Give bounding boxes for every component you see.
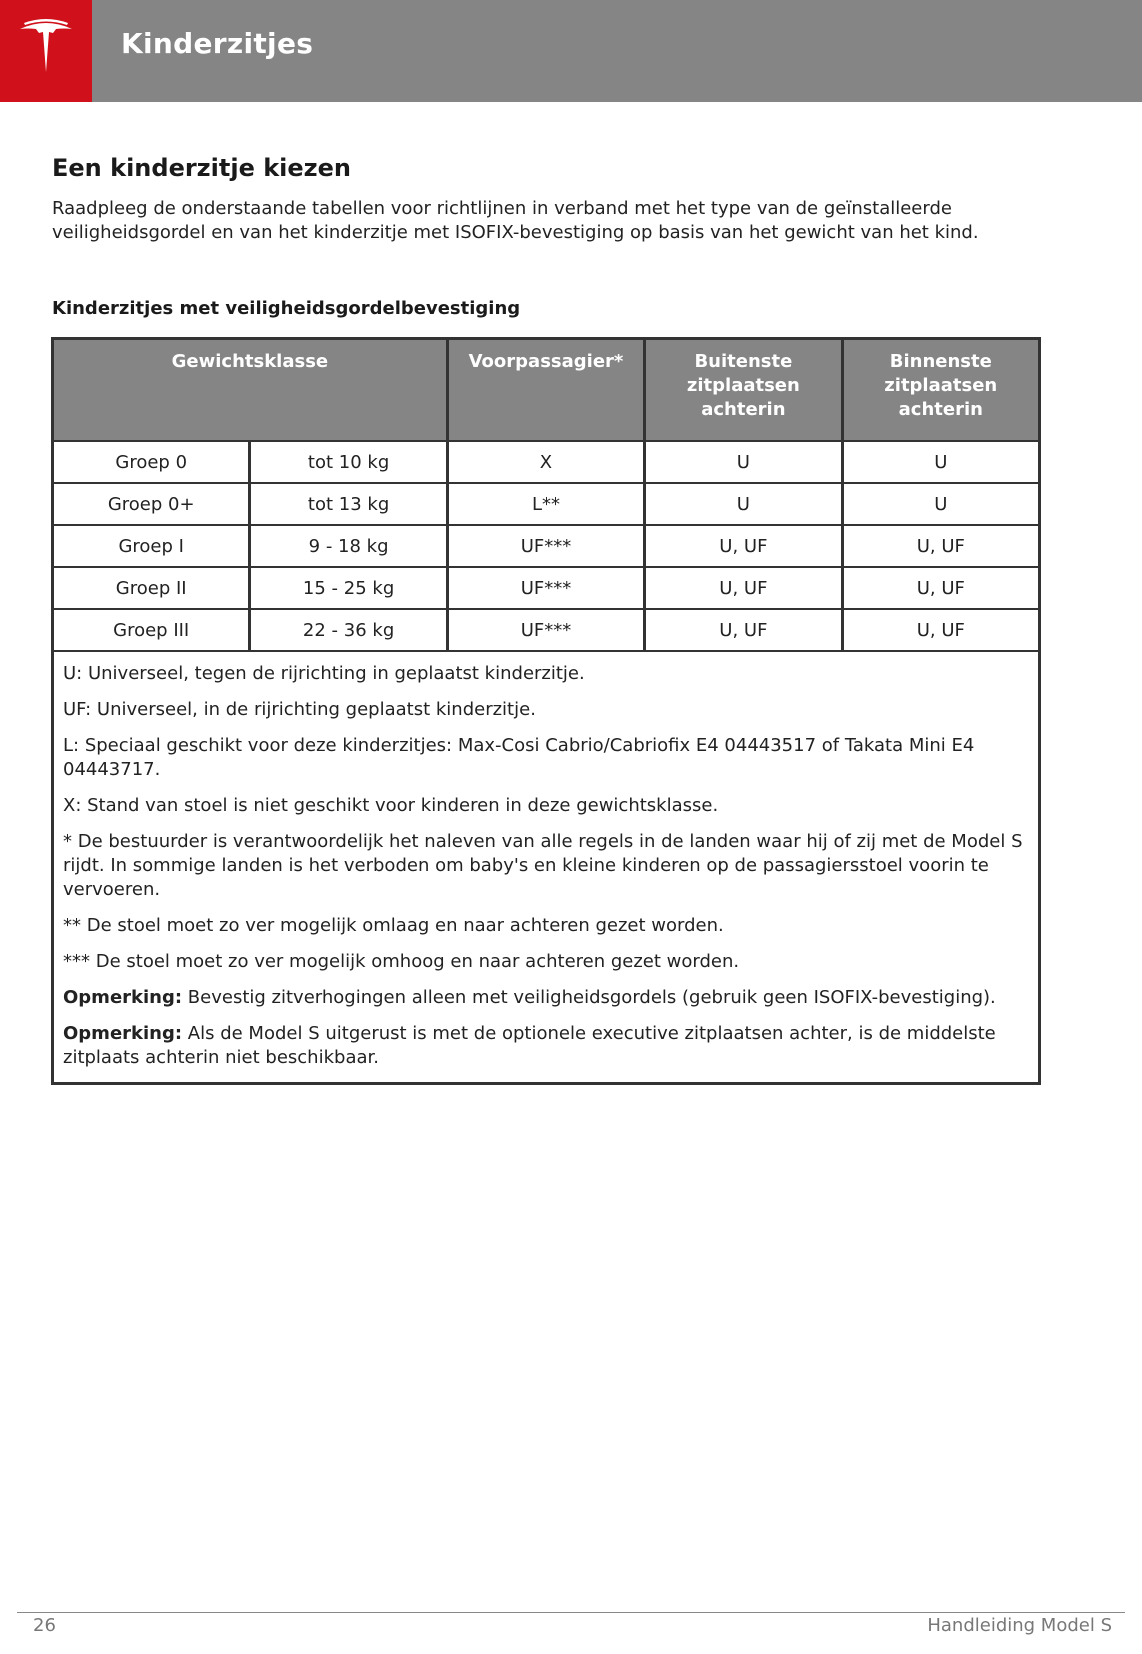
tesla-logo-icon [16, 17, 76, 77]
intro-paragraph: Raadpleeg de onderstaande tabellen voor richtlijnen in verband met het type van de geïnstalleerde veiligheidsgordel en van het kinderzitje met ISOFIX-bevestiging op basis van het gewicht van het kind. [52, 198, 979, 243]
cell-inner: U, UF [842, 567, 1039, 609]
header-front-passenger: Voorpassagier* [447, 339, 644, 442]
note-legend-x: X: Stand van stoel is niet geschikt voor kinderen in deze gewichtsklasse. [63, 795, 719, 816]
note-footnote-3: *** De stoel moet zo ver mogelijk omhoog en naar achteren gezet worden. [63, 951, 740, 972]
cell-outer: U, UF [645, 567, 842, 609]
cell-front: UF*** [447, 609, 644, 651]
cell-outer: U [645, 483, 842, 525]
remark-label: Opmerking: [63, 1023, 183, 1044]
cell-weight: tot 13 kg [250, 483, 447, 525]
cell-outer: U [645, 441, 842, 483]
cell-front: UF*** [447, 567, 644, 609]
remark-label: Opmerking: [63, 987, 183, 1008]
remark-executive-seats [63, 1022, 1029, 1070]
cell-group: Groep 0+ [53, 483, 250, 525]
notes-row [53, 651, 1040, 1084]
brand-logo [0, 0, 92, 102]
child-seat-table [51, 337, 1041, 1085]
table-row [53, 609, 1040, 651]
cell-group: Groep II [53, 567, 250, 609]
cell-group: Groep 0 [53, 441, 250, 483]
cell-inner: U [842, 483, 1039, 525]
cell-front: UF*** [447, 525, 644, 567]
table-subheading: Kinderzitjes met veiligheidsgordelbevestiging [52, 298, 521, 319]
page-header-title: Kinderzitjes [121, 27, 314, 60]
cell-weight: 15 - 25 kg [250, 567, 447, 609]
cell-weight: tot 10 kg [250, 441, 447, 483]
table-row [53, 567, 1040, 609]
remark-text: Bevestig zitverhogingen alleen met veiligheidsgordels (gebruik geen ISOFIX-bevestiging). [182, 987, 996, 1008]
header-outer-rear-seats: Buitenste zitplaatsen achterin [645, 339, 842, 442]
cell-outer: U, UF [645, 609, 842, 651]
table-header-row [53, 339, 1040, 442]
cell-inner: U, UF [842, 609, 1039, 651]
note-footnote-2: ** De stoel moet zo ver mogelijk omlaag en naar achteren gezet worden. [63, 915, 724, 936]
manual-name: Handleiding Model S [927, 1615, 1112, 1636]
note-legend-l: L: Speciaal geschikt voor deze kinderzitjes: Max-Cosi Cabrio/Cabriofix E4 04443517 of Takata Mini E4 04443717. [63, 735, 975, 780]
cell-front: L** [447, 483, 644, 525]
cell-inner: U, UF [842, 525, 1039, 567]
cell-front: X [447, 441, 644, 483]
cell-group: Groep I [53, 525, 250, 567]
section-title: Een kinderzitje kiezen [52, 154, 352, 182]
table-row [53, 441, 1040, 483]
page-number: 26 [33, 1615, 56, 1636]
note-footnote-1: * De bestuurder is verantwoordelijk het naleven van alle regels in de landen waar hij of zij met de Model S rijdt. In sommige landen is het verboden om baby's en kleine kinderen op de passagiersstoel voorin te vervoeren. [63, 831, 1023, 900]
note-legend-u: U: Universeel, tegen de rijrichting in geplaatst kinderzitje. [63, 663, 585, 684]
table-row [53, 525, 1040, 567]
note-legend-uf: UF: Universeel, in de rijrichting geplaatst kinderzitje. [63, 699, 536, 720]
cell-weight: 9 - 18 kg [250, 525, 447, 567]
cell-outer: U, UF [645, 525, 842, 567]
cell-weight: 22 - 36 kg [250, 609, 447, 651]
notes-cell [53, 651, 1040, 1084]
header-weight-class: Gewichtsklasse [53, 339, 448, 442]
cell-inner: U [842, 441, 1039, 483]
cell-group: Groep III [53, 609, 250, 651]
remark-text: Als de Model S uitgerust is met de optionele executive zitplaatsen achter, is de middelste zitplaats achterin niet beschikbaar. [63, 1023, 996, 1068]
remark-booster [63, 986, 1029, 1010]
footer-divider [17, 1612, 1125, 1613]
table-row [53, 483, 1040, 525]
header-inner-rear-seats: Binnenste zitplaatsen achterin [842, 339, 1039, 442]
